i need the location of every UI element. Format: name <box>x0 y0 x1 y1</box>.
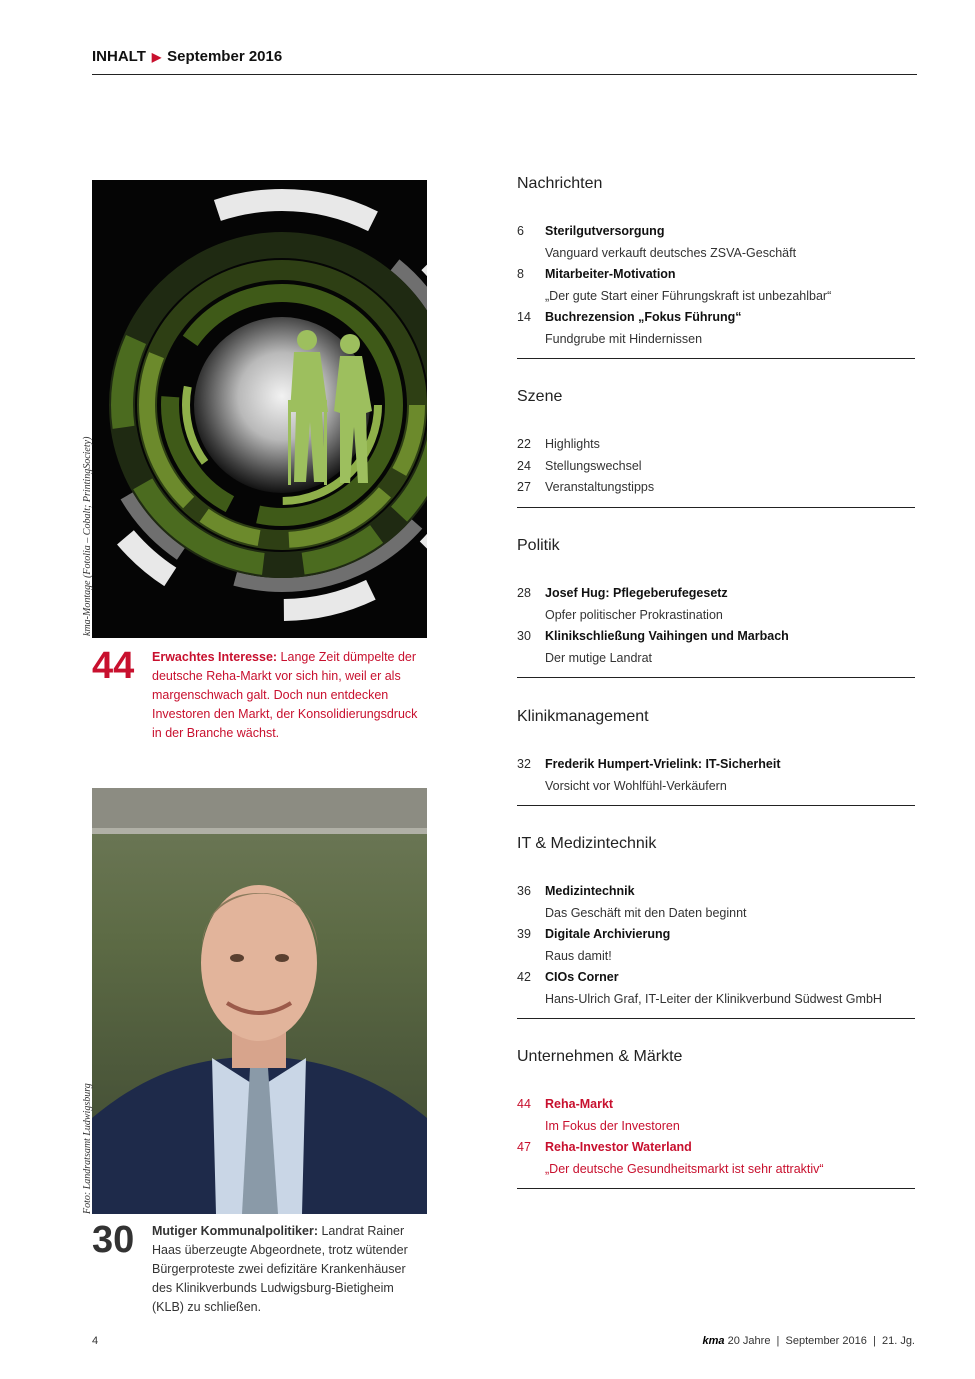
header-issue: September 2016 <box>167 48 283 65</box>
toc-entry-page: 47 <box>517 1140 531 1154</box>
image-credit-bottom: Foto: Landratsamt Ludwigsburg <box>82 1083 93 1214</box>
toc-entry-title: CIOs Corner <box>545 970 619 984</box>
toc-entry-title: Digitale Archivierung <box>545 927 671 941</box>
toc-entry-subtitle: Das Geschäft mit den Daten beginnt <box>545 905 747 920</box>
toc-entry[interactable] <box>517 583 915 626</box>
toc-entry[interactable] <box>517 924 915 967</box>
toc-entry-subtitle: Der mutige Landrat <box>545 650 653 665</box>
toc-entry[interactable] <box>517 456 915 478</box>
toc-entry-title: Medizintechnik <box>545 884 635 898</box>
toc-entry-title: Buchrezension „Fokus Führung“ <box>545 310 742 324</box>
toc-entry-subtitle: Vorsicht vor Wohlfühl-Verkäufern <box>545 778 727 793</box>
toc-entry-title: Josef Hug: Pflegeberufegesetz <box>545 586 728 600</box>
toc-entry-subtitle: „Der deutsche Gesundheitsmarkt ist sehr attraktiv“ <box>545 1161 824 1176</box>
toc-entry-page: 8 <box>517 267 524 281</box>
toc-entry-title: Frederik Humpert-Vrielink: IT-Sicherheit <box>545 757 781 771</box>
triangle-right-icon: ▶ <box>151 50 162 64</box>
portrait-photo <box>92 788 427 1214</box>
caption-lead: Mutiger Kommunalpolitiker: <box>152 1224 318 1238</box>
caption-reha-market <box>92 645 427 743</box>
toc-section <box>517 386 915 508</box>
toc-entry-page: 42 <box>517 970 531 984</box>
toc-section-title: Szene <box>517 388 563 405</box>
page-footer: 4 kma 20 Jahre | September 2016 | 21. Jg. <box>92 1335 915 1347</box>
header-section: INHALT <box>92 48 146 65</box>
toc-entry[interactable] <box>517 967 915 1010</box>
caption-lead: Erwachtes Interesse: <box>152 650 278 664</box>
page-header <box>92 48 917 75</box>
toc-entry-title: Klinikschließung Vaihingen und Marbach <box>545 629 789 643</box>
toc-entry-subtitle: Veranstaltungstipps <box>545 480 655 494</box>
toc-entry-subtitle: Hans-Ulrich Graf, IT-Leiter der Klinikverbund Südwest GmbH <box>545 991 882 1006</box>
toc-entry-subtitle: Highlights <box>545 437 600 451</box>
toc-section <box>517 833 915 1019</box>
toc-entry[interactable] <box>517 307 915 350</box>
toc-entry-page: 32 <box>517 757 531 771</box>
toc-entry-page: 27 <box>517 480 531 494</box>
toc-entry[interactable] <box>517 434 915 456</box>
toc-entry-title: Reha-Markt <box>545 1097 614 1111</box>
toc-entry-title: Mitarbeiter-Motivation <box>545 267 676 281</box>
footer-edition: 20 Jahre <box>727 1335 771 1347</box>
reha-market-illustration <box>92 180 427 638</box>
toc-entry-title: Sterilgutversorgung <box>545 224 665 238</box>
toc-section-title: Nachrichten <box>517 175 603 192</box>
toc-entry[interactable] <box>517 1137 915 1180</box>
toc-entry-page: 30 <box>517 629 531 643</box>
toc-entry[interactable] <box>517 881 915 924</box>
toc-entry-page: 6 <box>517 224 524 238</box>
toc-section-title: IT & Medizintechnik <box>517 835 657 852</box>
toc-entry[interactable] <box>517 477 915 499</box>
toc-entry-page: 24 <box>517 458 531 473</box>
caption-landrat <box>92 1219 427 1317</box>
caption-text: Landrat Rainer Haas überzeugte Abgeordnete, trotz wütender Bürgerproteste zwei defizitäre Krankenhäuser des Klinikverbunds Ludwigsburg-Bietigheim (KLB) zu schließen. <box>152 1224 408 1314</box>
toc-entry-title: Reha-Investor Waterland <box>545 1140 692 1154</box>
brand-logo: kma <box>702 1335 725 1347</box>
footer-issue: September 2016 <box>785 1335 867 1347</box>
caption-text: Lange Zeit dümpelte der deutsche Reha-Markt vor sich hin, weil er als margenschwach galt. Doch nun entdecken Investoren den Markt, der Konsolidierungsdruck in der Branche wächst. <box>152 650 418 740</box>
toc-section <box>517 173 915 359</box>
toc-entry-subtitle: Vanguard verkauft deutsches ZSVA-Geschäft <box>545 245 797 260</box>
toc-entry-page: 22 <box>517 437 531 451</box>
toc-entry-subtitle: Stellungswechsel <box>545 458 642 473</box>
toc-entry-page: 44 <box>517 1097 531 1111</box>
toc-section-title: Unternehmen & Märkte <box>517 1048 683 1065</box>
toc-entry[interactable] <box>517 626 915 669</box>
page-number: 4 <box>92 1335 99 1347</box>
toc-entry[interactable] <box>517 264 915 307</box>
toc-section <box>517 535 915 678</box>
caption-page-number: 44 <box>92 645 135 687</box>
toc-entry-page: 39 <box>517 927 531 941</box>
toc-section <box>517 1046 915 1189</box>
toc-entry-page: 14 <box>517 310 531 324</box>
toc-entry-subtitle: Fundgrube mit Hindernissen <box>545 331 703 346</box>
caption-page-number: 30 <box>92 1219 135 1261</box>
toc-entry-subtitle: Im Fokus der Investoren <box>545 1118 680 1133</box>
toc-entry-page: 28 <box>517 586 531 600</box>
toc-section-title: Klinikmanagement <box>517 708 649 725</box>
toc-entry-subtitle: „Der gute Start einer Führungskraft ist unbezahlbar“ <box>545 288 832 303</box>
toc-entry-subtitle: Opfer politischer Prokrastination <box>545 607 723 622</box>
toc-section-title: Politik <box>517 537 560 554</box>
toc-section <box>517 706 915 806</box>
toc-entry-subtitle: Raus damit! <box>545 948 612 963</box>
toc-entry[interactable] <box>517 1094 915 1137</box>
toc-entry[interactable] <box>517 754 915 797</box>
toc-entry[interactable] <box>517 221 915 264</box>
toc-entry-page: 36 <box>517 884 531 898</box>
footer-volume: 21. Jg. <box>881 1335 915 1347</box>
image-credit-top: kma-Montage (Fotolia – Cobalt; PrintingSociety) <box>82 436 93 636</box>
